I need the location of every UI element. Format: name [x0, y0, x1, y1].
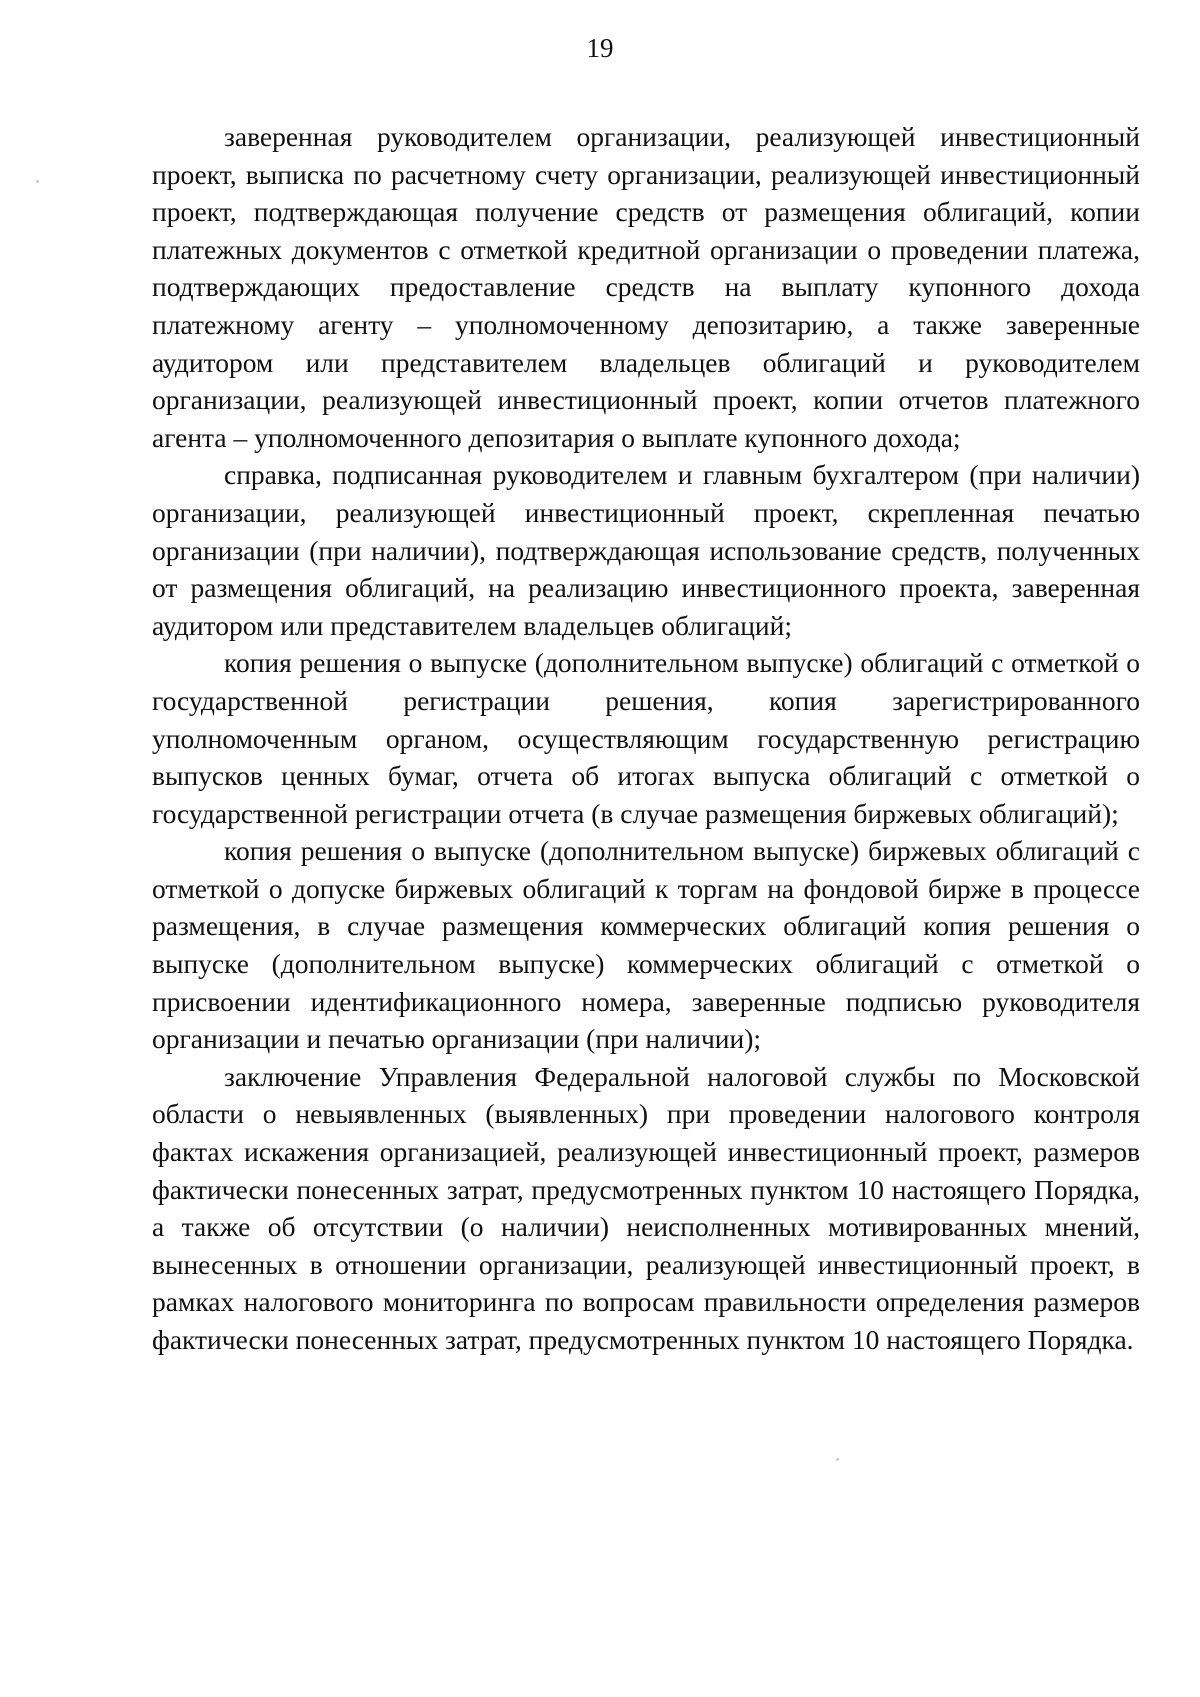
document-body	[152, 118, 1140, 1359]
scan-speck	[36, 180, 39, 183]
paragraph-funds-usage-certificate: справка, подписанная руководителем и главным бухгалтером (при наличии) организации, реализующей инвестиционный проект, скрепленная печатью организации (при наличии), подтверждающая использование средств, полученных от размещения облигаций, на реализацию инвестиционного проекта, заверенная аудитором или представителем владельцев облигаций;	[152, 459, 1140, 641]
paragraph-bank-statement-documents: заверенная руководителем организации, реализующей инвестиционный проект, выписка по расчетному счету организации, реализующей инвестиционный проект, подтверждающая получение средств от размещения облигаций, копии платежных документов с отметкой кредитной организации о проведении платежа, подтверждающих предоставление средств на выплату купонного дохода платежному агенту – уполномоченному депозитарию, а также заверенные аудитором или представителем владельцев облигаций и руководителем организации, реализующей инвестиционный проект, копии отчетов платежного агента – уполномоченного депозитария о выплате купонного дохода;	[152, 121, 1140, 453]
paragraph-bond-issue-registration-copy: копия решения о выпуске (дополнительном выпуске) облигаций с отметкой о государственной регистрации решения, копия зарегистрированного уполномоченным органом, осуществляющим государственную регистрацию выпусков ценных бумаг, отчета об итогах выпуска облигаций с отметкой о государственной регистрации отчета (в случае размещения биржевых облигаций);	[152, 647, 1140, 829]
page-number: 19	[586, 33, 614, 63]
scan-speck	[836, 1458, 839, 1461]
paragraph-tax-service-conclusion: заключение Управления Федеральной налоговой службы по Московской области о невыявленных (выявленных) при проведении налогового контроля фактах искажения организацией, реализующей инвестиционный проект, размеров фактически понесенных затрат, предусмотренных пунктом 10 настоящего Порядка, а также об отсутствии (о наличии) неисполненных мотивированных мнений, вынесенных в отношении организации, реализующей инвестиционный проект, в рамках налогового мониторинга по вопросам правильности определения размеров фактически понесенных затрат, предусмотренных пунктом 10 настоящего Порядка.	[152, 1060, 1140, 1355]
paragraph-exchange-bonds-admission-copy: копия решения о выпуске (дополнительном выпуске) биржевых облигаций с отметкой о допуске биржевых облигаций к торгам на фондовой бирже в процессе размещения, в случае размещения коммерческих облигаций копия решения о выпуске (дополнительном выпуске) коммерческих облигаций с отметкой о присвоении идентификационного номера, заверенные подписью руководителя организации и печатью организации (при наличии);	[152, 835, 1140, 1055]
